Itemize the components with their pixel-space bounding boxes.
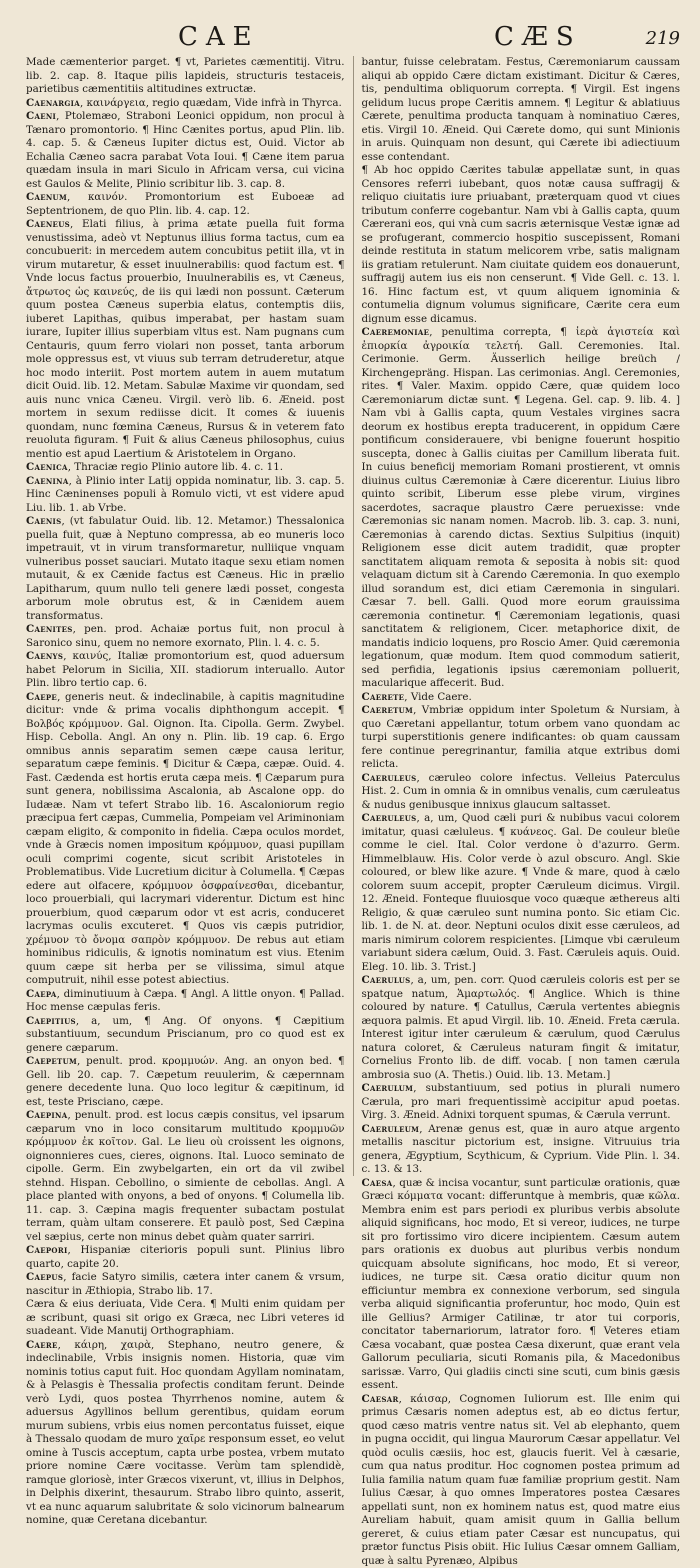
dictionary-entry: Caenica, Thraciæ regio Plinio autore lib. 4. c. 11. xyxy=(26,461,345,475)
dictionary-entry: Caeni, Ptolemæo, Straboni Leonici oppidum, non procul à Tænaro promontorio. ¶ Hinc Cænites portus, apud Plin. lib. 4. cap. 5. & Cæneus Iupiter dictus est, Ouid. Victor ab Echalia Cæneo sacra parabat Vota Ioui. ¶ Cæne item parua quædam insula in mari Siculo in Africam versa, cui vicina est Gaulos & Melite, Plinio scribitur lib. 3. cap. 8. xyxy=(26,110,345,191)
dictionary-entry: Caerete, Vide Caere. xyxy=(362,691,681,705)
entry-headword: Caerulum xyxy=(362,1082,414,1094)
dictionary-entry: Caerulus, a, um, pen. corr. Quod cæruleis coloris est per se spatque natum, Ἁμαρτωλός. ¶ Anglice. Which is thine coloured by nature. ¶ Catullus, Cærula vertentes abiegnis æquora palmis. Et apud Virgil. lib. 10. Æneid. Freta cærula. Interest igitur inter cæruleum & cærulum, quod Cærulus natura coloret, & Cæruleus naturam fingit & imitatur, Cornelius Fronto lib. de diff. vocab. [ non tamen cærula ambrosia suo (A. Thetis.) Ouid. lib. 13. Metam.] xyxy=(362,974,681,1082)
entry-text: Cæra & eius deriuata, Vide Cera. ¶ Multi enim quidam per æ scribunt, quasi sit origo ex Græca, nec Libri veteres id suadeant. Vide Manutij Orthographiam. xyxy=(26,1298,345,1337)
dictionary-entry: Caenites, pen. prod. Achaiæ portus fuit, non procul à Saronico sinu, quem no nemore exornato, Plin. l. 4. c. 5. xyxy=(26,623,345,650)
entry-headword: Caeruleum xyxy=(362,1123,420,1135)
dictionary-entry: Caenina, à Plinio inter Latij oppida nominatur, lib. 3. cap. 5. Hinc Cæninenses populi à Romulo victi, vt est videre apud Liu. lib. 1. ab Vrbe. xyxy=(26,475,345,516)
dictionary-entry: Caeruleus, a, um, Quod cæli puri & nubibus vacui colorem imitatur, quasi cæluleus. ¶ κυάνεος. Gal. De couleur bleüe comme le ciel. Ital. Color verdone ò d'azurro. Germ. Himmelblauw. His. Color verde ò azul obscuro. Angl. Skie coloured, or blew like azure. ¶ Vnde & mare, quod à cælo colorem suum accepit, propter Cæruleum dicimus. Virgil. 12. Æneid. Fonteque fluuiosque voco quæque æthereus alti Religio, & quæ cæruleo sunt numina ponto. Sic etiam Cic. lib. 1. de N. at. deor. Neptuni oculos dixit esse cæruleos, ad maris nimirum colorem respicientes. [Limque vbi cæruleum variabunt sidera cælum, Ouid. 3. Fast. Cæruleis aquis. Ouid. Eleg. 10. lib. 3. Trist.] xyxy=(362,812,681,974)
entry-text: a, um, ¶ Ang. Of onyons. ¶ Cæpitium substantiuum, secundum Priscianum, pro co quod est ex genere cæparum. xyxy=(26,1015,345,1054)
entry-text: a, um, pen. corr. Quod cæruleis coloris est per se spatque natum, Ἁμαρτωλός. ¶ Anglice. Which is thine coloured by nature. ¶ Catullus, Cærula vertentes abiegnis æquora palmis. Et apud Virgil. lib. 10. Æneid. Freta cærula. Interest igitur inter cæruleum & cærulum, quod Cærulus natura coloret, & Cæruleus naturam fingit & imitatur, Cornelius Fronto lib. de diff. vocab. [ non tamen cærula ambrosia suo (A. Thetis.) Ouid. lib. 13. Metam.] xyxy=(362,974,681,1081)
entry-headword: Caenina xyxy=(26,475,69,487)
entry-text: Vmbriæ oppidum inter Spoletum & Nursiam, à quo Cæretani appellantur, totum orbem vano quondam ac turpi superstitionis genere indificantes: ob quam caussam fere continue peregrinantur, familia atque extribus domi relicta. xyxy=(362,704,681,770)
entry-text: substantiuum, sed potius in plurali numero Cærula, pro mari frequentissimè accipitur apud poetas. Virg. 3. Æneid. Adnixi torquent spumas, & Cærula verrunt. xyxy=(362,1082,681,1121)
entry-text: καινύς, Italiæ promontorium est, quod aduersum habet Pelorum in Sicilia, XII. stadiorum interuallo. Autor Plin. libro tertio cap. 6. xyxy=(26,650,345,689)
entry-headword: Caeretum xyxy=(362,704,414,716)
entry-text: penult. prod. κρομμυών. Ang. an onyon bed. ¶ Gell. lib 20. cap. 7. Cæpetum reuulerim, & cæpernnam genere decedente luna. Quo loco legitur & cæpitinum, id est, teste Prisciano, cæpe. xyxy=(26,1055,345,1108)
entry-text: bantur, fuisse celebratam. Festus, Cæremoniarum caussam aliqui ab oppido Cære dictam existimant. Dicitur & Cæres, tis, pendultima obliquorum correpta. ¶ Virgil. Est ingens gelidum lucus prope Cæritis amnem. ¶ Legitur & ablatiuus Cærete, penultima producta tanquam à nominatiuo Cæres, etis. Virgil 10. Æneid. Qui Cærete domo, qui sunt Minionis in aruis. Quinquam non desunt, qui Cærete ibi adiectiuum esse contendant. xyxy=(362,56,681,163)
dictionary-entry: Caenys, καινύς, Italiæ promontorium est, quod aduersum habet Pelorum in Sicilia, XII. stadiorum interuallo. Autor Plin. libro tertio cap. 6. xyxy=(26,650,345,691)
dictionary-entry: Caenargia, καινάργεια, regio quædam, Vide infrà in Thyrca. xyxy=(26,97,345,111)
entry-text: κάισαρ, Cognomen Iuliorum est. Ille enim qui primus Cæsaris nomen adeptus est, ab eo dictus fertur, quod cæso matris ventre natus sit. Vel ab elephanto, quem in pugna occidit, qui lingua Maurorum Cæsar appellatur. Vel quòd oculis cæsiis, hoc est, glaucis fuerit. Vel à cæsarie, cum qua natus proditur. Hoc cognomen postea primum ad Iulia familia natum quam fuæ familiæ proprium gestit. Nam Iulius Cæsar, à quo omnes Imperatores postea Cæsares appellati sunt, non ex hominem natus est, quod matre eius Aureliam habuit, quam amisit quum in Gallia bellum gereret, & cuius etiam pater Cæsar est nuncupatus, qui prætor functus Pisis obiit. Hic Iulius Cæsar omnem Galliam, quæ à saltu Pyrenæo, Alpibus xyxy=(362,1393,681,1567)
dictionary-entry: Caenis, (vt fabulatur Ouid. lib. 12. Metamor.) Thessalonica puella fuit, quæ à Neptuno compressa, ab eo muneris loco impetrauit, vt in virum transformaretur, nulliique vnquam vulneribus posset sauciari. Mutato itaque sexu etiam nomen mutauit, & ex Cænide factus est Cæneus. Hic in prælio Lapitharum, quum nullo teli genere lædi posset, congesta arborum mole obrutus est, & in Cænidem auem transformatus. xyxy=(26,515,345,623)
entry-headword: Caeni xyxy=(26,110,56,122)
dictionary-entry xyxy=(26,1298,345,1339)
entry-text: ¶ Ab hoc oppido Cærites tabulæ appellatæ sunt, in quas Censores referri iubebant, quos notæ causa suffragij & reliquo ciuitatis iure priuabant, præterquam quod vt ciues tributum conferre cogebantur. Nam vbi à Gallis capta, quum Cærerani eos, qui vnà cum sacris æternisque Vestæ ignæ ad se profugerant, commercio hospitio suscepissent, Romani deinde restituta in statum melicorem vrbe, satis malignam iis gratiam retulerunt. Nam ciuitate quidem eos donauerunt, suffragij autem ius eis non censerunt. ¶ Vide Gell. c. 13. l. 16. Hinc factum est, vt quum aliquem ignominia & contumelia dignum volumus significare, Cærite cera eum dignum esse dicamus. xyxy=(362,164,681,325)
left-column xyxy=(26,56,353,1176)
entry-headword: Caerete xyxy=(362,691,405,703)
dictionary-entry: Caenum, καινόν. Promontorium est Euboeæ ad Septentrionem, de quo Plin. lib. 4. cap. 12. xyxy=(26,191,345,218)
running-head-left: CAE xyxy=(178,22,260,52)
entry-text: Elati filius, à prima ætate puella fuit forma venustissima, adeò vt Neptunus illius forma tactus, cum ea concubuerit: in mercedem autem concubitus petiit illa, vt in virum mutaretur, & esset inuulnerabilis: quod factum est. ¶ Vnde locus factus prouerbio, Inuulnerabilis es, vt Cæneus, ἄτρωτος ὡς καινεύς, de iis qui lædi non possunt. Cæterum quum postea Cæneus superbia elatus, contemptis diis, iuberet Lapithas, quibus imperabat, per hastam suam iurare, Iupiter illius superbiam vltus est. Nam pugnans cum Centauris, quum ferro violari non posset, tanta arborum mole oppressus est, vt viuus sub terram detruderetur, atque hoc modo interiit. Post mortem autem in auem mutatum dicit Ouid. lib. 12. Metam. Sabulæ Maxime vir quondam, sed auis nunc vnica Cæneu. Virgil. verò lib. 6. Æneid. post mortem in sexum rediisse dicit. It comes & iuuenis quondam, nunc fœmina Cæneus, Rursus & in veterem fato reuoluta figuram. ¶ Fuit & alius Cæneus philosophus, cuius mentio est apud Laertium & Aristotelem in Organo. xyxy=(26,218,345,460)
dictionary-entry: Caeruleus, cæruleo colore infectus. Velleius Paterculus Hist. 2. Cum in omnia & in omnibus venalis, cum cæruleatus & nudus genibusque innixus glaucum saltasset. xyxy=(362,772,681,813)
entry-headword: Caepitius xyxy=(26,1015,76,1027)
dictionary-entry: Caepus, facie Satyro similis, cætera inter canem & vrsum, nascitur in Æthiopia, Strabo lib. 17. xyxy=(26,1271,345,1298)
entry-headword: Caenys xyxy=(26,650,63,662)
dictionary-entry: Caeneus, Elati filius, à prima ætate puella fuit forma venustissima, adeò vt Neptunus illius forma tactus, cum ea concubuerit: in mercedem autem concubitus petiit illa, vt in virum mutaretur, & esset inuulnerabilis: quod factum est. ¶ Vnde locus factus prouerbio, Inuulnerabilis es, vt Cæneus, ἄτρωτος ὡς καινεύς, de iis qui lædi non possunt. Cæterum quum postea Cæneus superbia elatus, contemptis diis, iuberet Lapithas, quibus imperabat, per hastam suam iurare, Iupiter illius superbiam vltus est. Nam pugnans cum Centauris, quum ferro violari non posset, tanta arborum mole oppressus est, vt viuus sub terram detruderetur, atque hoc modo interiit. Post mortem autem in auem mutatum dicit Ouid. lib. 12. Metam. Sabulæ Maxime vir quondam, sed auis nunc vnica Cæneu. Virgil. verò lib. 6. Æneid. post mortem in sexum rediisse dicit. It comes & iuuenis quondam, nunc fœmina Cæneus, Rursus & in veterem fato reuoluta figuram. ¶ Fuit & alius Cæneus philosophus, cuius mentio est apud Laertium & Aristotelem in Organo. xyxy=(26,218,345,461)
dictionary-entry: Caepitius, a, um, ¶ Ang. Of onyons. ¶ Cæpitium substantiuum, secundum Priscianum, pro co quod est ex genere cæparum. xyxy=(26,1015,345,1056)
entry-text: à Plinio inter Latij oppida nominatur, lib. 3. cap. 5. Hinc Cæninenses populi à Romulo victi, vt est videre apud Liu. lib. 1. ab Vrbe. xyxy=(26,475,345,514)
right-column xyxy=(353,56,681,1176)
entry-headword: Caepori xyxy=(26,1244,68,1256)
entry-text: facie Satyro similis, cætera inter canem & vrsum, nascitur in Æthiopia, Strabo lib. 17. xyxy=(26,1271,345,1297)
dictionary-entry xyxy=(362,56,681,164)
dictionary-entry: Caeremoniae, penultima correpta, ¶ ἱερὰ ἁγιστεία καὶ ἐπιορκία ἀγροικία τελετή. Gall. Ceremonies. Ital. Cerimonie. Germ. Äusserlich heilige breüch / Kirchengepräng. Hispan. Las cerimonias. Angl. Ceremonies, rites. ¶ Valer. Maxim. oppido Cære, quæ quidem loco Cæremoniarum dictæ sunt. ¶ Legena. Gel. cap. 9. lib. 4. ] Nam vbi à Gallis capta, quum Vestales virgines sacra deorum ex hostibus erepta traducerent, in oppidum Cære pontificum considerauere, vbi benigne fouerunt hospitio suscepta, donec à Gallis ciuitas per Camillum liberata fuit. In cuius beneficij memoriam Romani prostierent, vt omnis diuinus cultus Cæremoniæ à Cære dicerentur. Liuius libro quinto scribit, Liberum esse plebe virum, virgines sacerdotes, sacraque plaustro Cære peruexisse: vnde Cæremonias sic nanam nomen. Macrob. lib. 3. cap. 3. nuni, Cæremonias à carendo dictas. Sextius Sulpitius (inquit) Religionem esse dicit autem tradidit, quæ propter sanctitatem aliquam remota & seposita à nobis sit: quod velaquam dictum sit à Carendo Cæremonia. In quo exemplo illud sorandum est, dici etiam Cæremonia in singulari. Cæsar 7. bell. Galli. Quod more eorum grauissima cæremonia continetur. ¶ Cæremoniam legationis, quasi sanctitatem & religionem, Cicer. metaphorice dixit, de mandatis indicio loquens, pro Roscio Amer. Quid cæremonia legationum, quæ modum. Item quod commodum satierit, sed perfidia, legationis ipsius cæremoniam polluerit, macularique affecerit. Bud. xyxy=(362,326,681,691)
running-head-right: CÆS xyxy=(494,22,582,52)
entry-text: (vt fabulatur Ouid. lib. 12. Metamor.) Thessalonica puella fuit, quæ à Neptuno compressa, ab eo muneris loco impetrauit, vt in virum transformaretur, nulliique vnquam vulneribus posset sauciari. Mutato itaque sexu etiam nomen mutauit, & ex Cænide factus est Cæneus. Hic in prælio Lapitharum, quum nullo teli genere lædi posset, congesta arborum mole obrutus est, & in Cænidem auem transformatus. xyxy=(26,515,345,622)
entry-text: pen. prod. Achaiæ portus fuit, non procul à Saronico sinu, quem no nemore exornato, Plin. l. 4. c. 5. xyxy=(26,623,345,649)
entry-headword: Caeneus xyxy=(26,218,70,230)
entry-headword: Caenites xyxy=(26,623,73,635)
text-columns xyxy=(26,56,680,1176)
dictionary-entry: Caere, κάιρη, χαιρὰ, Stephano, neutro genere, & indeclinabile, Vrbis insignis nomen. Historia, quæ vim nominis totius caput fuit. Hoc quondam Agyllam nominatam, & à Pelasgis è Thessalia profectis conditam ferunt. Deinde verò Lydi, quos postea Thyrrhenos nomine, autem & aduersus Agyllinos bellum gerentibus, quidam eorum murum subiens, vrbis eius nomen percontatus fuisset, eique à Thessalo quodam de muro χαῖρε responsum esset, eo velut omine à Tuscis acceptum, capta urbe postea, vrbem mutato priore nomine Cære vocitasse. Verùm tam splendidè, ramque gloriosè, inter Græcos vixerunt, vt, illius in Delphos, in Delphis dixerint, thesaurum. Strabo libro quinto, asserit, vt ea nunc aquarum salubritate & solo vicinorum balnearum nomine, quæ Ceretana dicebantur. xyxy=(26,1339,345,1528)
entry-headword: Caepe xyxy=(26,691,57,703)
dictionary-entry: Caepina, penult. prod. est locus cæpis consitus, vel ipsarum cæparum vno in loco consitarum multitudo κρομμυῶν κρόμμυον ἐκ κοῖτον. Gal. Le lieu où croissent les oignons, oignonnieres cues, cieres, oignons. Ital. Luoco seminato de cipolle. Germ. Ein zwybelgarten, ein ort da vil zwibel stehnd. Hispan. Cebollino, o simiente de cebollas. Angl. A place planted with onyons, a bed of onyons. ¶ Columella lib. 11. cap. 3. Cæpina magis frequenter subactam postulat terram, quàm ultam conserere. Et paulò post, Sed Cæpina vel sæpius, certe non minus debet quàm quater sarriri. xyxy=(26,1109,345,1244)
dictionary-entry: Caeruleum, Arenæ genus est, quæ in auro atque argento metallis nascitur pictorium est, insigne. Vitruuius tria genera, Ægyptium, Scythicum, & Cyprium. Vide Plin. l. 34. c. 13. & 13. xyxy=(362,1123,681,1177)
dictionary-entry: Caepe, generis neut. & indeclinabile, à capitis magnitudine dicitur: vnde & prima vocalis diphthongum accepit. ¶ Βολβός κρόμμυον. Gal. Oignon. Ita. Cipolla. Germ. Zwybel. Hisp. Cebolla. Angl. An ony n. Plin. lib. 19 cap. 6. Ergo omnibus annis separatim semen cæpe causa leritur, separatum cæpe feminis. ¶ Dicitur & Cæpa, cæpæ. Ouid. 4. Fast. Cædenda est hortis eruta cæpa meis. ¶ Cæparum pura sunt genera, nobilissima Ascalonia, ab Ascalone opp. do Iudææ. Nam vt tefert Strabo lib. 16. Ascaloniorum regio præcipua fert cæpas, Cummelia, Pompeiam vel Ariminoniam cæpam eligito, & componito in fidelia. Cæpa oculos mordet, vnde à Græcis nomen impositum κρόμμυον, quasi pupillam oculi comprimi cogente, sicut scribit Aristoteles in Problematibus. Vide Lucretium dicitur à Columella. ¶ Cæpas edere aut olfacere, κρόμμυον ὀσφραίνεσθαι, dicebantur, loco prouerbiali, qui lacrymari viderentur. Dictum est hinc prouerbium, quod cæparum odor vt est acris, conduceret lacrymas oculis excuteret. ¶ Quos vis cæpis putridior, χρέμυον τὸ ὄνομα σαπρὸν κρόμμυον. De rebus aut etiam hominibus ridiculis, & ignotis nominatum est vius. Etenim quum cæpe sit herba per se vilissima, simul atque computruit, nihil esse potest abiectius. xyxy=(26,691,345,988)
entry-text: a, um, Quod cæli puri & nubibus vacui colorem imitatur, quasi cæluleus. ¶ κυάνεος. Gal. De couleur bleüe comme le ciel. Ital. Color verdone ò d'azurro. Germ. Himmelblauw. His. Color verde ò azul obscuro. Angl. Skie coloured, or blew like azure. ¶ Vnde & mare, quod à cælo colorem suum accepit, propter Cæruleum dicimus. Virgil. 12. Æneid. Fonteque fluuiosque voco quæque æthereus alti Religio, & quæ cæruleo sunt numina ponto. Sic etiam Cic. lib. 1. de N. at. deor. Neptuni oculos dixit esse cæruleos, ad maris nimirum colorem respicientes. [Limque vbi cæruleum variabunt sidera cælum, Ouid. 3. Fast. Cæruleis aquis. Ouid. Eleg. 10. lib. 3. Trist.] xyxy=(362,812,681,973)
entry-headword: Caenargia xyxy=(26,97,80,109)
dictionary-entry: Caesa, quæ & incisa vocantur, sunt particulæ orationis, quæ Græci κόμματα vocant: differuntque à membris, quæ κῶλα. Membra enim est pars periodi ex pluribus verbis absolute aliquid significans, hoc modo, Et si vereor, iudices, ne turpe sit pro fortissimo viro dicere incipientem. Cæsum autem pars orationis ex duobus aut pluribus verbis nondum quicquam absolute significans, hoc modo, Et si vereor, iudices, ne turpe sit. Cæsa oratio dicitur quum non efficiuntur membra ex connexione verborum, sed singula verba aliquid significantia proferuntur, hoc modo, Quin est ille Gellius? Armiger Catilinæ, tr ator tui corporis, concitator tabernariorum, latrator foro. ¶ Veteres etiam Cæsa vocabant, quæ postea Cæsa dixerunt, quæ erant vela Gallorum peculiaria, sicuti Romanis pila, & Macedonibus sarissæ. Varro, Qui gladiis cincti sine scuti, cum binis gæsis essent. xyxy=(362,1177,681,1393)
entry-headword: Caerulus xyxy=(362,974,411,986)
entry-text: Arenæ genus est, quæ in auro atque argento metallis nascitur pictorium est, insigne. Vitruuius tria genera, Ægyptium, Scythicum, & Cyprium. Vide Plin. l. 34. c. 13. & 13. xyxy=(362,1123,681,1176)
dictionary-entry xyxy=(362,164,681,326)
page-header xyxy=(26,22,680,56)
dictionary-entry: Caepori, Hispaniæ citerioris populi sunt. Plinius libro quarto, capite 20. xyxy=(26,1244,345,1271)
dictionary-entry: Caeretum, Vmbriæ oppidum inter Spoletum & Nursiam, à quo Cæretani appellantur, totum orbem vano quondam ac turpi superstitionis genere indificantes: ob quam caussam fere continue peregrinantur, familia atque extribus domi relicta. xyxy=(362,704,681,772)
entry-text: cæruleo colore infectus. Velleius Paterculus Hist. 2. Cum in omnia & in omnibus venalis, cum cæruleatus & nudus genibusque innixus glaucum saltasset. xyxy=(362,772,681,811)
page-number: 219 xyxy=(646,28,680,49)
entry-headword: Caepetum xyxy=(26,1055,77,1067)
entry-headword: Caenica xyxy=(26,461,68,473)
entry-text: Thraciæ regio Plinio autore lib. 4. c. 11. xyxy=(74,461,283,473)
entry-text: penultima correpta, ¶ ἱερὰ ἁγιστεία καὶ ἐπιορκία ἀγροικία τελετή. Gall. Ceremonies. Ital. Cerimonie. Germ. Äusserlich heilige breüch / Kirchengepräng. Hispan. Las cerimonias. Angl. Ceremonies, rites. ¶ Valer. Maxim. oppido Cære, quæ quidem loco Cæremoniarum dictæ sunt. ¶ Legena. Gel. cap. 9. lib. 4. ] Nam vbi à Gallis capta, quum Vestales virgines sacra deorum ex hostibus erepta traducerent, in oppidum Cære pontificum considerauere, vbi benigne fouerunt hospitio suscepta, donec à Gallis ciuitas per Camillum liberata fuit. In cuius beneficij memoriam Romani prostierent, vt omnis diuinus cultus Cæremoniæ à Cære dicerentur. Liuius libro quinto scribit, Liberum esse plebe virum, virgines sacerdotes, sacraque plaustro Cære peruexisse: vnde Cæremonias sic nanam nomen. Macrob. lib. 3. cap. 3. nuni, Cæremonias à carendo dictas. Sextius Sulpitius (inquit) Religionem esse dicit autem tradidit, quæ propter sanctitatem aliquam remota & seposita à nobis sit: quod velaquam dictum sit à Carendo Cæremonia. In quo exemplo illud sorandum est, dici etiam Cæremonia in singulari. Cæsar 7. bell. Galli. Quod more eorum grauissima cæremonia continetur. ¶ Cæremoniam legationis, quasi sanctitatem & religionem, Cicer. metaphorice dixit, de mandatis indicio loquens, pro Roscio Amer. Quid cæremonia legationum, quæ modum. Item quod commodum satierit, sed perfidia, legationis ipsius cæremoniam polluerit, macularique affecerit. Bud. xyxy=(362,326,681,689)
entry-headword: Caeruleus xyxy=(362,772,417,784)
entry-text: penult. prod. est locus cæpis consitus, vel ipsarum cæparum vno in loco consitarum multitudo κρομμυῶν κρόμμυον ἐκ κοῖτον. Gal. Le lieu où croissent les oignons, oignonnieres cues, cieres, oignons. Ital. Luoco seminato de cipolle. Germ. Ein zwybelgarten, ein ort da vil zwibel stehnd. Hispan. Cebollino, o simiente de cebollas. Angl. A place planted with onyons, a bed of onyons. ¶ Columella lib. 11. cap. 3. Cæpina magis frequenter subactam postulat terram, quàm ultam conserere. Et paulò post, Sed Cæpina vel sæpius, certe non minus debet quàm quater sarriri. xyxy=(26,1109,345,1243)
dictionary-entry: Caesar, κάισαρ, Cognomen Iuliorum est. Ille enim qui primus Cæsaris nomen adeptus est, ab eo dictus fertur, quod cæso matris ventre natus sit. Vel ab elephanto, quem in pugna occidit, qui lingua Maurorum Cæsar appellatur. Vel quòd oculis cæsiis, hoc est, glaucis fuerit. Vel à cæsarie, cum qua natus proditur. Hoc cognomen postea primum ad Iulia familia natum quam fuæ familiæ proprium gestit. Nam Iulius Cæsar, à quo omnes Imperatores postea Cæsares appellati sunt, non ex hominem natus est, quod matre eius Aureliam habuit, quam amisit quum in Gallia bellum gereret, & cuius etiam pater Cæsar est nuncupatus, qui prætor functus Pisis obiit. Hic Iulius Cæsar omnem Galliam, quæ à saltu Pyrenæo, Alpibus xyxy=(362,1393,681,1568)
dictionary-entry: Caepetum, penult. prod. κρομμυών. Ang. an onyon bed. ¶ Gell. lib 20. cap. 7. Cæpetum reuulerim, & cæpernnam genere decedente luna. Quo loco legitur & cæpitinum, id est, teste Prisciano, cæpe. xyxy=(26,1055,345,1109)
entry-text: Made cæmenterior parget. ¶ vt, Parietes cæmentitij. Vitru. lib. 2. cap. 8. Itaque pilis lapideis, structuris testaceis, parietibus cæmentitiis altitudines extructæ. xyxy=(26,56,345,95)
entry-text: καινόν. Promontorium est Euboeæ ad Septentrionem, de quo Plin. lib. 4. cap. 12. xyxy=(26,191,345,217)
entry-headword: Caepus xyxy=(26,1271,63,1283)
entry-text: quæ & incisa vocantur, sunt particulæ orationis, quæ Græci κόμματα vocant: differuntque à membris, quæ κῶλα. Membra enim est pars periodi ex pluribus verbis absolute aliquid significans, hoc modo, Et si vereor, iudices, ne turpe sit pro fortissimo viro dicere incipientem. Cæsum autem pars orationis ex duobus aut pluribus verbis nondum quicquam absolute significans, hoc modo, Et si vereor, iudices, ne turpe sit. Cæsa oratio dicitur quum non efficiuntur membra ex connexione verborum, sed singula verba aliquid significantia proferuntur, hoc modo, Quin est ille Gellius? Armiger Catilinæ, tr ator tui corporis, concitator tabernariorum, latrator foro. ¶ Veteres etiam Cæsa vocabant, quæ postea Cæsa dixerunt, quæ erant vela Gallorum peculiaria, sicuti Romanis pila, & Macedonibus sarissæ. Varro, Qui gladiis cincti sine scuti, cum binis gæsis essent. xyxy=(362,1177,681,1392)
entry-headword: Caesar xyxy=(362,1393,399,1405)
entry-text: κάιρη, χαιρὰ, Stephano, neutro genere, & indeclinabile, Vrbis insignis nomen. Historia, quæ vim nominis totius caput fuit. Hoc quondam Agyllam nominatam, & à Pelasgis è Thessalia profectis conditam ferunt. Deinde verò Lydi, quos postea Thyrrhenos nomine, autem & aduersus Agyllinos bellum gerentibus, quidam eorum murum subiens, vrbis eius nomen percontatus fuisset, eique à Thessalo quodam de muro χαῖρε responsum esset, eo velut omine à Tuscis acceptum, capta urbe postea, vrbem mutato priore nomine Cære vocitasse. Verùm tam splendidè, ramque gloriosè, inter Græcos vixerunt, vt, illius in Delphos, in Delphis dixerint, thesaurum. Strabo libro quinto, asserit, vt ea nunc aquarum salubritate & solo vicinorum balnearum nomine, quæ Ceretana dicebantur. xyxy=(26,1339,345,1527)
dictionary-entry: Caepa, diminutiuum à Cæpa. ¶ Angl. A little onyon. ¶ Pallad. Hoc mense cæpulas feris. xyxy=(26,988,345,1015)
entry-text: generis neut. & indeclinabile, à capitis magnitudine dicitur: vnde & prima vocalis diphthongum accepit. ¶ Βολβός κρόμμυον. Gal. Oignon. Ita. Cipolla. Germ. Zwybel. Hisp. Cebolla. Angl. An ony n. Plin. lib. 19 cap. 6. Ergo omnibus annis separatim semen cæpe causa leritur, separatum cæpe feminis. ¶ Dicitur & Cæpa, cæpæ. Ouid. 4. Fast. Cædenda est hortis eruta cæpa meis. ¶ Cæparum pura sunt genera, nobilissima Ascalonia, ab Ascalone opp. do Iudææ. Nam vt tefert Strabo lib. 16. Ascaloniorum regio præcipua fert cæpas, Cummelia, Pompeiam vel Ariminoniam cæpam eligito, & componito in fidelia. Cæpa oculos mordet, vnde à Græcis nomen impositum κρόμμυον, quasi pupillam oculi comprimi cogente, sicut scribit Aristoteles in Problematibus. Vide Lucretium dicitur à Columella. ¶ Cæpas edere aut olfacere, κρόμμυον ὀσφραίνεσθαι, dicebantur, loco prouerbiali, qui lacrymari viderentur. Dictum est hinc prouerbium, quod cæparum odor vt est acris, conduceret lacrymas oculis excuteret. ¶ Quos vis cæpis putridior, χρέμυον τὸ ὄνομα σαπρὸν κρόμμυον. De rebus aut etiam hominibus ridiculis, & ignotis nominatum est vius. Etenim quum cæpe sit herba per se vilissima, simul atque computruit, nihil esse potest abiectius. xyxy=(26,691,345,987)
entry-headword: Caesa xyxy=(362,1177,393,1189)
entry-text: Vide Caere. xyxy=(411,691,472,703)
entry-text: diminutiuum à Cæpa. ¶ Angl. A little onyon. ¶ Pallad. Hoc mense cæpulas feris. xyxy=(26,988,345,1014)
entry-headword: Caeremoniae xyxy=(362,326,430,338)
entry-text: Ptolemæo, Straboni Leonici oppidum, non procul à Tænaro promontorio. ¶ Hinc Cænites portus, apud Plin. lib. 4. cap. 5. & Cæneus Iupiter dictus est, Ouid. Victor ab Echalia Cæneo sacra parabat Vota Ioui. ¶ Cæne item parua quædam insula in mari Siculo in Africam versa, cui vicina est Gaulos & Melite, Plinio scribitur lib. 3. cap. 8. xyxy=(26,110,345,190)
entry-text: καινάργεια, regio quædam, Vide infrà in Thyrca. xyxy=(87,97,342,109)
entry-headword: Caenis xyxy=(26,515,62,527)
dictionary-entry xyxy=(26,56,345,97)
entry-headword: Caere xyxy=(26,1339,58,1351)
entry-headword: Caeruleus xyxy=(362,812,417,824)
dictionary-entry: Caerulum, substantiuum, sed potius in plurali numero Cærula, pro mari frequentissimè accipitur apud poetas. Virg. 3. Æneid. Adnixi torquent spumas, & Cærula verrunt. xyxy=(362,1082,681,1123)
entry-headword: Caenum xyxy=(26,191,67,203)
entry-headword: Caepa xyxy=(26,988,57,1000)
entry-headword: Caepina xyxy=(26,1109,67,1121)
entry-text: Hispaniæ citerioris populi sunt. Plinius libro quarto, capite 20. xyxy=(26,1244,345,1270)
